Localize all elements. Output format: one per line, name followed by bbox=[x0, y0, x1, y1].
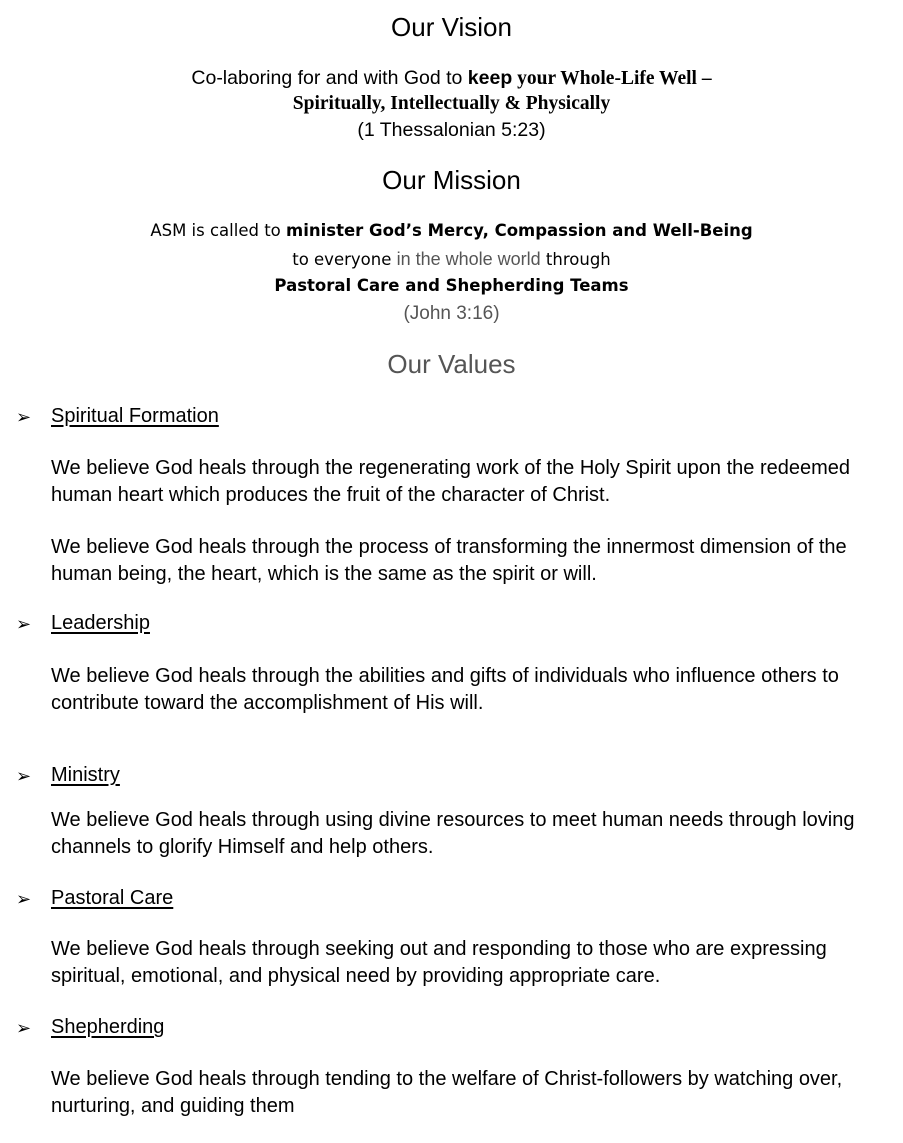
mission-line-2 bbox=[0, 248, 903, 271]
value-paragraph: We believe God heals through seeking out and responding to those who are expressing spiritual, emotional, and physical need by providing appropriate care. bbox=[51, 938, 827, 987]
bullet-arrow-icon: ➢ bbox=[16, 766, 32, 786]
bullet-arrow-icon: ➢ bbox=[16, 614, 32, 634]
vision-whole-life-well: your Whole-Life Well – bbox=[512, 68, 712, 89]
mission-line-2-a: to everyone bbox=[292, 250, 397, 269]
mission-line-1-text: ASM is called to bbox=[150, 221, 287, 240]
value-paragraph: We believe God heals through using divine resources to meet human needs through loving channels to glorify Himself and help others. bbox=[51, 809, 855, 858]
vision-reference: (1 Thessalonian 5:23) bbox=[357, 119, 546, 141]
mission-heading: Our Mission bbox=[382, 165, 521, 195]
mission-line-2-c: through bbox=[540, 250, 611, 269]
mission-emphasis: minister God’s Mercy, Compassion and Well-Being bbox=[286, 221, 753, 240]
vision-line-2: Spiritually, Intellectually & Physically bbox=[292, 93, 611, 114]
vision-line-1 bbox=[0, 66, 903, 91]
value-title-pastoral-care: Pastoral Care bbox=[51, 887, 174, 909]
value-paragraph: We believe God heals through tending to the welfare of Christ-followers by watching over, nurturing, and guiding them bbox=[51, 1068, 843, 1117]
value-title-shepherding: Shepherding bbox=[51, 1016, 165, 1038]
mission-line-1 bbox=[0, 220, 903, 242]
value-title-ministry: Ministry bbox=[51, 764, 120, 786]
value-paragraph: We believe God heals through the process of transforming the innermost dimension of the human being, the heart, which is the same as the spirit or will. bbox=[51, 536, 847, 585]
value-title-spiritual-formation: Spiritual Formation bbox=[51, 405, 219, 427]
mission-reference: (John 3:16) bbox=[403, 303, 500, 324]
mission-line-3: Pastoral Care and Shepherding Teams bbox=[274, 276, 629, 295]
bullet-arrow-icon: ➢ bbox=[16, 889, 32, 909]
value-paragraph: We believe God heals through the regenerating work of the Holy Spirit upon the redeemed human heart which produces the fruit of the character of Christ. bbox=[51, 457, 851, 506]
bullet-arrow-icon: ➢ bbox=[16, 407, 32, 427]
values-heading: Our Values bbox=[387, 349, 516, 379]
vision-line-1-text: Co-laboring for and with God to bbox=[191, 67, 468, 89]
value-paragraph: We believe God heals through the abilities and gifts of individuals who influence others to contribute toward the accomplishment of His will. bbox=[51, 665, 839, 714]
value-title-leadership: Leadership bbox=[51, 612, 150, 634]
vision-keep-emphasis: keep bbox=[467, 67, 513, 89]
vision-heading: Our Vision bbox=[391, 12, 512, 42]
bullet-arrow-icon: ➢ bbox=[16, 1018, 32, 1038]
mission-line-2-b: in the whole world bbox=[396, 249, 541, 269]
